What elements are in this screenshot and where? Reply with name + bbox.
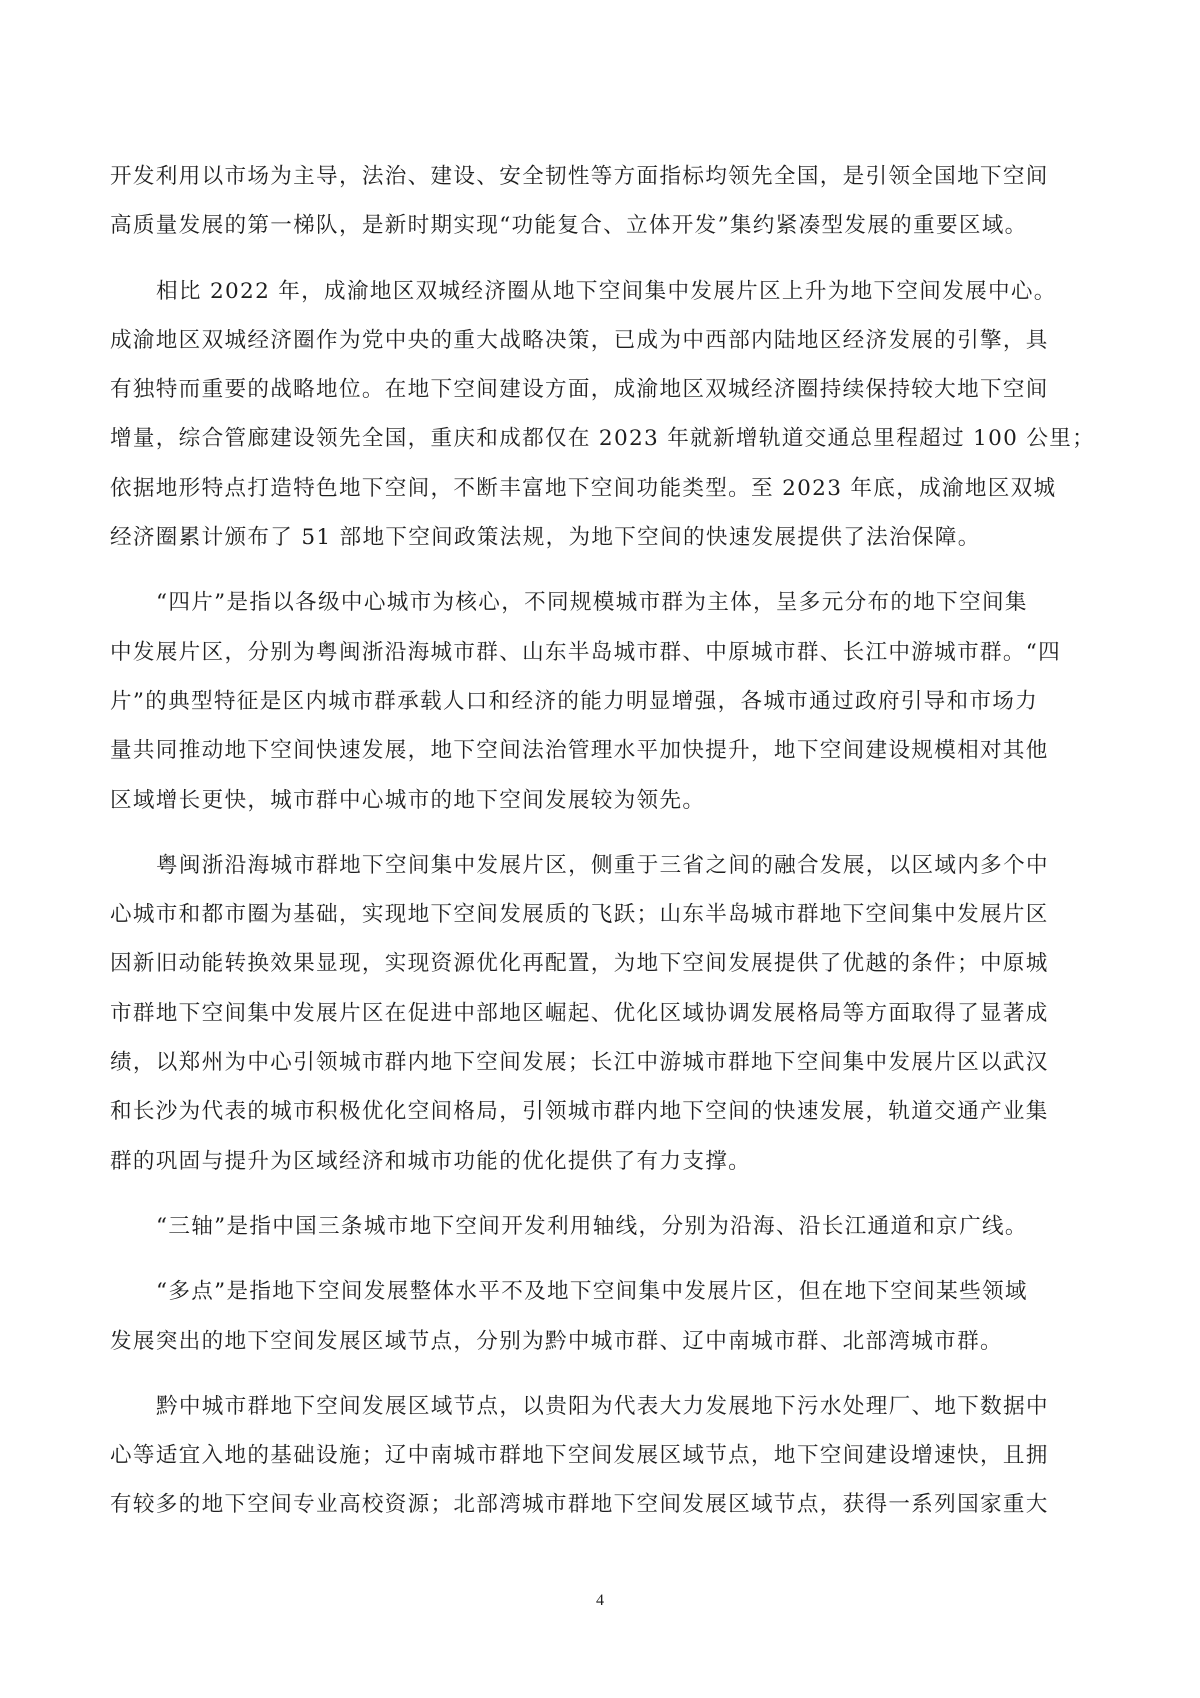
text-line: 依据地形特点打造特色地下空间，不断丰富地下空间功能类型。至 2023 年底，成渝地区双城 [110,475,1057,501]
text-line: 有独特而重要的战略地位。在地下空间建设方面，成渝地区双城经济圈持续保持较大地下空间 [110,377,1049,403]
text-line: 发展突出的地下空间发展区域节点，分别为黔中城市群、辽中南城市群、北部湾城市群。 [110,1328,1003,1354]
text-line: “四片”是指以各级中心城市为核心，不同规模城市群为主体，呈多元分布的地下空间集 [156,590,1028,616]
text-line: 绩，以郑州为中心引领城市群内地下空间发展；长江中游城市群地下空间集中发展片区以武汉 [110,1050,1049,1076]
paragraph-chengyu [110,267,1095,563]
paragraph-three-axes [110,1202,1095,1251]
paragraph-continuation [110,152,1095,251]
text-line: “多点”是指地下空间发展整体水平不及地下空间集中发展片区，但在地下空间某些领域 [156,1279,1028,1305]
text-line: 区域增长更快，城市群中心城市的地下空间发展较为领先。 [110,787,706,813]
text-line: 有较多的地下空间专业高校资源；北部湾城市群地下空间发展区域节点，获得一系列国家重大 [110,1492,1049,1518]
text-line: “三轴”是指中国三条城市地下空间开发利用轴线，分别为沿海、沿长江通道和京广线。 [156,1213,1028,1239]
text-line: 开发利用以市场为主导，法治、建设、安全韧性等方面指标均领先全国，是引领全国地下空间 [110,164,1049,189]
text-line: 相比 2022 年，成渝地区双城经济圈从地下空间集中发展片区上升为地下空间发展中心。 [156,278,1057,304]
text-line: 心等适宜入地的基础设施；辽中南城市群地下空间发展区域节点，地下空间建设增速快，且拥 [110,1443,1049,1469]
text-line: 心城市和都市圈为基础，实现地下空间发展质的飞跃；山东半岛城市群地下空间集中发展片区 [110,902,1049,928]
text-line: 经济圈累计颁布了 51 部地下空间政策法规，为地下空间的快速发展提供了法治保障。 [110,525,981,551]
text-line: 群的巩固与提升为区域经济和城市功能的优化提供了有力支撑。 [110,1148,752,1174]
text-line: 黔中城市群地下空间发展区域节点，以贵阳为代表大力发展地下污水处理厂、地下数据中 [156,1393,1049,1419]
text-line: 增量，综合管廊建设领先全国，重庆和成都仅在 2023 年就新增轨道交通总里程超过 100 公里； [110,426,1095,452]
paragraph-multiple-points [110,1267,1095,1366]
paragraph-regional-nodes [110,1382,1095,1530]
paragraph-four-areas [110,578,1095,824]
text-line: 成渝地区双城经济圈作为党中央的重大战略决策，已成为中西部内陆地区经济发展的引擎，具 [110,327,1049,353]
text-line: 粤闽浙沿海城市群地下空间集中发展片区，侧重于三省之间的融合发展，以区域内多个中 [156,852,1049,878]
text-line: 和长沙为代表的城市积极优化空间格局，引领城市群内地下空间的快速发展，轨道交通产业集 [110,1099,1049,1125]
paragraph-city-clusters [110,841,1095,1186]
text-line: 市群地下空间集中发展片区在促进中部地区崛起、优化区域协调发展格局等方面取得了显著成 [110,1000,1049,1026]
text-line: 中发展片区，分别为粤闽浙沿海城市群、山东半岛城市群、中原城市群、长江中游城市群。“四 [110,639,1061,665]
page-number: 4 [596,1592,604,1609]
text-line: 高质量发展的第一梯队，是新时期实现“功能复合、立体开发”集约紧凑型发展的重要区域。 [110,213,1028,239]
text-line: 片”的典型特征是区内城市群承载人口和经济的能力明显增强，各城市通过政府引导和市场力 [110,688,1039,714]
body-text [110,152,1095,1546]
text-line: 因新旧动能转换效果显现，实现资源优化再配置，为地下空间发展提供了优越的条件；中原城 [110,951,1049,977]
text-line: 量共同推动地下空间快速发展，地下空间法治管理水平加快提升，地下空间建设规模相对其他 [110,738,1049,764]
